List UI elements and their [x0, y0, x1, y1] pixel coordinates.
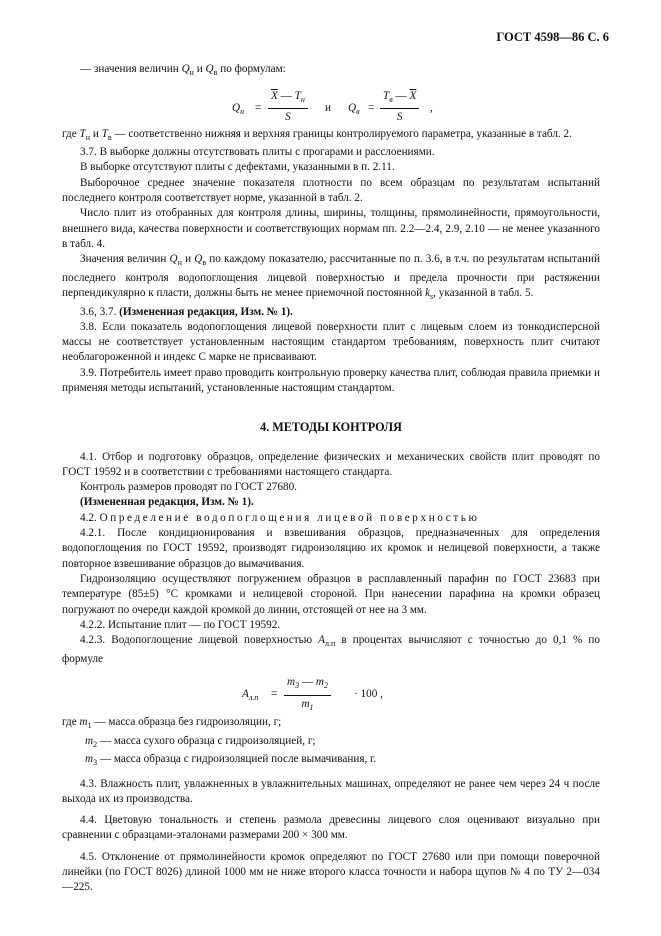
fraction-a: $\frac{m_3 — m_2}{m_1}$ [284, 675, 331, 715]
paragraph-3-8: 3.8. Если показатель водопоглощения лицевой поверхности плит с лицевым слоем из тонкодисперсной массы не соответствует установленным настоящим стандартом требованиям, поверхность плит считают необлагороженной и индекс С марке не присваивают. [62, 320, 600, 364]
paragraph-where-t: где $T_н$ и $T_в$ — соответственно нижняя и верхняя границы контролируемого параметра, указанные в табл. 2. [62, 127, 572, 142]
paragraph-size-control: Контроль размеров проводят по ГОСТ 27680. [80, 481, 297, 494]
paragraph-revision-3-6: 3.6, 3.7. (Измененная редакция, Изм. № 1). [80, 305, 293, 318]
paragraph-3-9: 3.9. Потребитель имеет право проводить контрольную проверку качества плит, соблюдая правила приемки и применяя методы испытаний, установленные настоящим стандартом. [62, 366, 600, 394]
paragraph-density: Выборочное среднее значение показателя плотности по всем образцам по результатам испытаний последнего контроля соответствует норме, указанной в табл. 2. [62, 176, 600, 204]
section-title: 4. МЕТОДЫ КОНТРОЛЯ [260, 420, 402, 435]
paragraph-4-2: 4.2. Определение водопоглощения лицевой поверхностью [80, 511, 480, 524]
paragraph-q-values-check: Значения величин $Q_н$ и $Q_в$ по каждому показателю, рассчитанные по п. 3.6, в т.ч. по результатам испытаний последнего контроля водопоглощения лицевой поверхностью и предела прочности при растяжении перпендикулярно к пласти, должны быть не менее приемочной постоянной $k_s$, указанной в табл. 5. [62, 253, 600, 302]
paragraph-4-3: 4.3. Влажность плит, увлажненных в увлажнительных машинах, определяют не ранее чем через 24 ч после выхода их из производства. [62, 777, 600, 805]
formula-q: $Q_н$ = $\overline{X}$ — $T_н$ S и $Q_в$ = $T_в$ — $\overline{X}$ S , [62, 83, 600, 127]
paragraph-4-2-3: 4.2.3. Водопоглощение лицевой поверхностью $A_{л.п}$ в процентах вычисляют с точностью до 0,1 % по формуле [62, 634, 601, 665]
where-item-m1: где $m_1$ — масса образца без гидроизоляции, г; [62, 715, 282, 731]
paragraph-4-2-2: 4.2.2. Испытание плит — по ГОСТ 19592. [80, 618, 281, 631]
paragraph-4-5: 4.5. Отклонение от прямолинейности кромок определяют по ГОСТ 27680 или при помощи поверочной линейки (по ГОСТ 8026) длиной 1000 мм не ниже второго класса точности и набора щупов № 4 по ТУ 2—034—225. [62, 850, 600, 894]
formula-a: $A_{л.п}$ = $\frac{m_3 — m_2}{m_1}$ · 100 , [62, 669, 600, 713]
page-header: ГОСТ 4598—86 С. 6 [496, 30, 609, 44]
fraction-qb: $T_в$ — $\overline{X}$ S [380, 89, 419, 126]
where-item-m2: $m_2$ — масса сухого образца с гидроизоляцией, г; [85, 734, 316, 749]
where-item-m3: $m_3$ — масса образца с гидроизоляцией после вымачивания, г. [85, 753, 377, 768]
paragraph-hydro: Гидроизоляцию осуществляют погружением образцов в расплавленный парафин по ГОСТ 23683 при температуре (85±5) °С кромками и нелицевой стороной. При нанесении парафина на кромки образец погружают по очереди каждой кромкой до линии, отстоящей от нее на 3 мм. [62, 572, 600, 616]
paragraph-count: Число плит из отобранных для контроля длины, ширины, толщины, прямолинейности, прямоугольности, внешнего вида, качества поверхности и соответствующих нормам пп. 2.2—2.4, 2.9, 2.10 — не менее указанного в табл. 4. [62, 207, 600, 250]
fraction-qh: $\overline{X}$ — $T_н$ S [268, 89, 308, 126]
paragraph-q-values: — значения величин $Q_н$ и $Q_в$ по формулам: [80, 63, 286, 78]
paragraph-revision-4-1: (Измененная редакция, Изм. № 1). [80, 496, 254, 509]
paragraph-4-1: 4.1. Отбор и подготовку образцов, определение физических и механических свойств плит проводят по ГОСТ 19592 и в соответствии с требованиями настоящего стандарта. [62, 450, 600, 478]
paragraph-4-2-1: 4.2.1. После кондиционирования и взвешивания образцов, предназначенных для определения водопоглощения по ГОСТ 19592, производят гидроизоляцию их кромок и нелицевой поверхности, а также повторное взвешивание образцов до вымачивания. [62, 527, 600, 570]
where-list [62, 715, 600, 771]
paragraph-defects: В выборке отсутствуют плиты с дефектами, указанными в п. 2.11. [80, 161, 395, 174]
paragraph-3-7: 3.7. В выборке должны отсутствовать плиты с прогарами и расслоениями. [80, 146, 435, 159]
document-body [62, 62, 600, 896]
paragraph-4-4: 4.4. Цветовую тональность и степень размола древесины лицевого слоя оценивают визуально при сравнении с образцами-эталонами размерами 200 × 300 мм. [62, 814, 600, 842]
